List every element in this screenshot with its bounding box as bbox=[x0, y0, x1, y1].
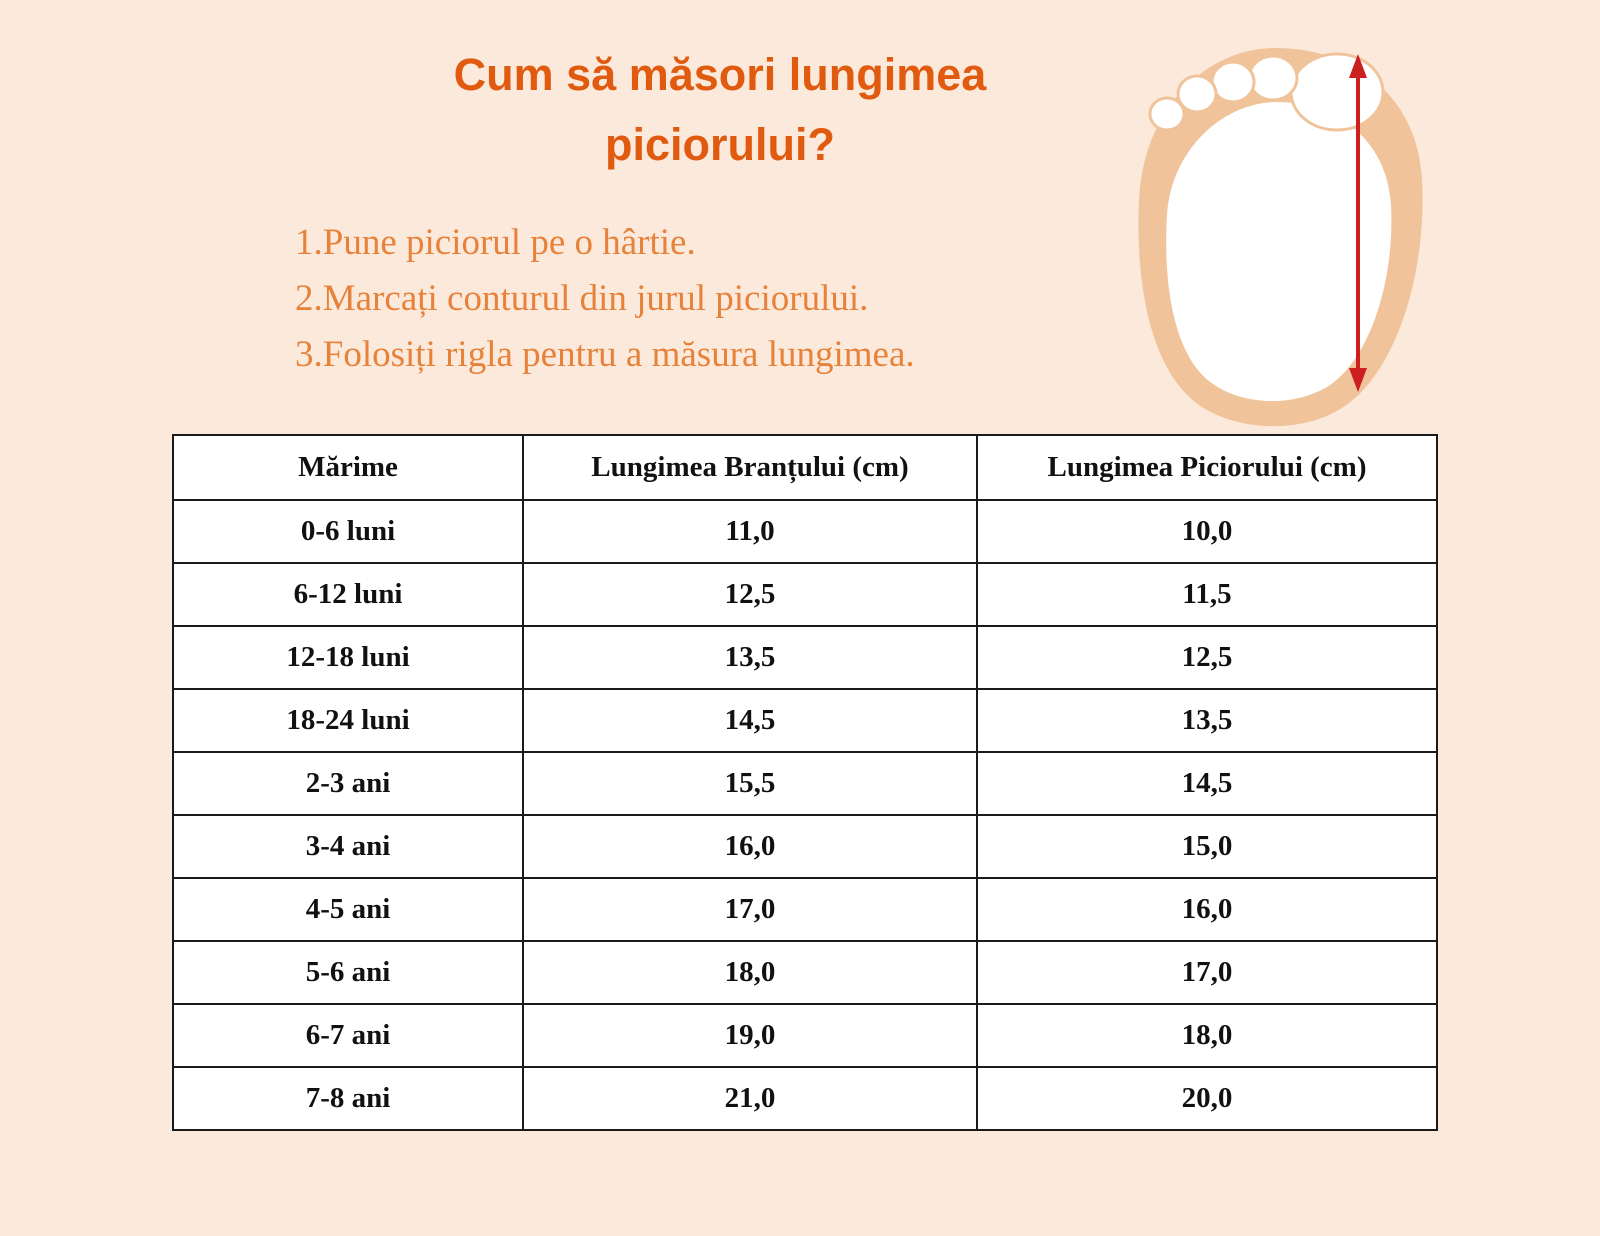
cell-foot: 11,5 bbox=[977, 563, 1437, 626]
header-size: Mărime bbox=[173, 435, 523, 500]
cell-foot: 15,0 bbox=[977, 815, 1437, 878]
page-title-line-1: Cum să măsori lungimea bbox=[453, 49, 987, 100]
instruction-step-3: 3.Folosiți rigla pentru a măsura lungimea. bbox=[295, 334, 915, 376]
header-foot-length: Lungimea Piciorului (cm) bbox=[977, 435, 1437, 500]
page-title bbox=[320, 40, 1120, 180]
cell-foot: 12,5 bbox=[977, 626, 1437, 689]
table-row bbox=[173, 941, 1437, 1004]
table-row bbox=[173, 689, 1437, 752]
cell-insole: 16,0 bbox=[523, 815, 977, 878]
cell-insole: 13,5 bbox=[523, 626, 977, 689]
cell-size: 5-6 ani bbox=[173, 941, 523, 1004]
table-row bbox=[173, 563, 1437, 626]
cell-insole: 15,5 bbox=[523, 752, 977, 815]
cell-foot: 17,0 bbox=[977, 941, 1437, 1004]
cell-insole: 11,0 bbox=[523, 500, 977, 563]
cell-foot: 16,0 bbox=[977, 878, 1437, 941]
cell-size: 2-3 ani bbox=[173, 752, 523, 815]
page-title-line-2: piciorului? bbox=[605, 118, 835, 170]
cell-size: 6-7 ani bbox=[173, 1004, 523, 1067]
cell-size: 7-8 ani bbox=[173, 1067, 523, 1130]
table-row bbox=[173, 1004, 1437, 1067]
cell-insole: 18,0 bbox=[523, 941, 977, 1004]
cell-size: 6-12 luni bbox=[173, 563, 523, 626]
cell-insole: 21,0 bbox=[523, 1067, 977, 1130]
foot-illustration bbox=[1125, 40, 1435, 430]
cell-foot: 18,0 bbox=[977, 1004, 1437, 1067]
table-row bbox=[173, 878, 1437, 941]
instruction-list bbox=[295, 215, 1125, 384]
cell-size: 4-5 ani bbox=[173, 878, 523, 941]
cell-insole: 14,5 bbox=[523, 689, 977, 752]
table-row bbox=[173, 815, 1437, 878]
table-row bbox=[173, 752, 1437, 815]
cell-size: 18-24 luni bbox=[173, 689, 523, 752]
cell-foot: 14,5 bbox=[977, 752, 1437, 815]
cell-size: 12-18 luni bbox=[173, 626, 523, 689]
instruction-step-2: 2.Marcați conturul din jurul piciorului. bbox=[295, 278, 869, 320]
cell-foot: 10,0 bbox=[977, 500, 1437, 563]
table-header-row bbox=[173, 435, 1437, 500]
cell-insole: 19,0 bbox=[523, 1004, 977, 1067]
instruction-step-1: 1.Pune piciorul pe o hârtie. bbox=[295, 222, 696, 263]
cell-size: 0-6 luni bbox=[173, 500, 523, 563]
header-insole-length: Lungimea Branțului (cm) bbox=[523, 435, 977, 500]
table-row bbox=[173, 626, 1437, 689]
cell-size: 3-4 ani bbox=[173, 815, 523, 878]
cell-insole: 17,0 bbox=[523, 878, 977, 941]
table-row bbox=[173, 500, 1437, 563]
table-row bbox=[173, 1067, 1437, 1130]
cell-foot: 20,0 bbox=[977, 1067, 1437, 1130]
size-chart-table bbox=[172, 434, 1438, 1131]
cell-foot: 13,5 bbox=[977, 689, 1437, 752]
cell-insole: 12,5 bbox=[523, 563, 977, 626]
